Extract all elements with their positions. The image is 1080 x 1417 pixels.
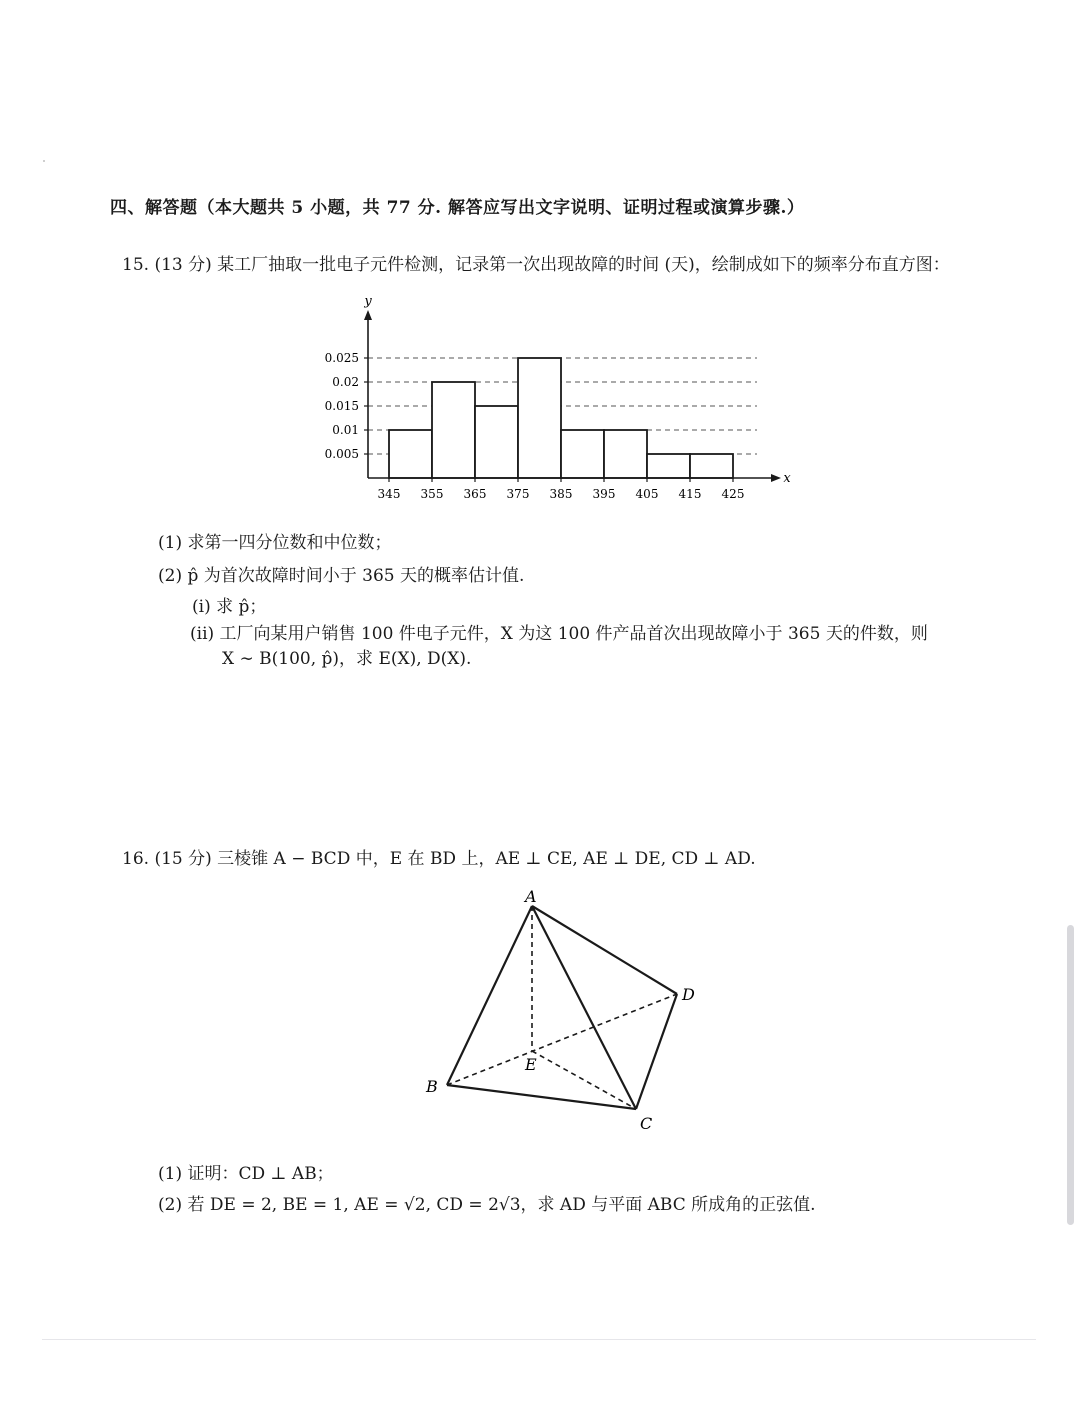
x-tick-label: 355 [420, 487, 444, 501]
y-axis-arrow [364, 310, 372, 320]
edge-ab [447, 906, 532, 1085]
histogram-bar [604, 430, 647, 478]
q15-stem: 15. (13 分) 某工厂抽取一批电子元件检测，记录第一次出现故障的时间 (天)，绘制成如下的频率分布直方图： [122, 255, 950, 275]
x-axis-arrow [771, 474, 781, 482]
y-tick-label: 0.005 [324, 447, 359, 461]
frequency-histogram [300, 282, 820, 514]
q15-part2-ii-line2: X ∼ B(100, p̂)，求 E(X), D(X). [222, 649, 472, 669]
histogram-bar [432, 382, 475, 478]
y-tick-label: 0.025 [324, 351, 359, 365]
histogram-bar [389, 430, 432, 478]
page-divider [42, 1339, 1036, 1340]
x-tick-label: 395 [592, 487, 616, 501]
vertex-label-b: B [426, 1077, 438, 1096]
x-tick-label: 385 [549, 487, 573, 501]
histogram-bar [647, 454, 690, 478]
vertex-label-c: C [640, 1114, 653, 1133]
x-tick-label: 425 [721, 487, 745, 501]
y-tick-label: 0.015 [324, 399, 359, 413]
histogram-bar [475, 406, 518, 478]
y-tick-label: 0.01 [332, 423, 359, 437]
q16-stem: 16. (15 分) 三棱锥 A − BCD 中，E 在 BD 上，AE ⊥ CE, AE ⊥ DE, CD ⊥ AD. [122, 849, 756, 869]
tetrahedron-diagram [410, 880, 710, 1140]
histogram-bar [561, 430, 604, 478]
scrollbar-thumb[interactable] [1067, 925, 1074, 1225]
vertex-label-a: A [525, 887, 537, 906]
histogram-bar [518, 358, 561, 478]
y-tick-label: 0.02 [332, 375, 359, 389]
q16-part1: (1) 证明：CD ⊥ AB； [158, 1164, 334, 1184]
x-axis-label: x [783, 471, 791, 486]
q16-part2: (2) 若 DE = 2, BE = 1, AE = √2, CD = 2√3，求 AD 与平面 ABC 所成角的正弦值. [158, 1195, 816, 1215]
x-tick-label: 415 [678, 487, 702, 501]
edge-bc [447, 1085, 636, 1109]
point-label-e: E [525, 1055, 537, 1074]
x-tick-label: 375 [506, 487, 530, 501]
histogram-bar [690, 454, 733, 478]
edge-bd-hidden [447, 994, 677, 1085]
vertex-label-d: D [682, 985, 695, 1004]
x-tick-label: 365 [463, 487, 487, 501]
histogram-y-ticks [325, 351, 368, 461]
q15-part2: (2) p̂ 为首次故障时间小于 365 天的概率估计值. [158, 566, 525, 586]
section-header: 四、解答题（本大题共 5 小题，共 77 分. 解答应写出文字说明、证明过程或演算步骤.） [110, 198, 805, 218]
x-tick-label: 405 [635, 487, 659, 501]
q15-part2-i: (i) 求 p̂； [192, 597, 267, 617]
x-tick-label: 345 [377, 487, 401, 501]
q15-part2-ii-line1: (ii) 工厂向某用户销售 100 件电子元件，X 为这 100 件产品首次出现故障小于 365 天的件数，则 [190, 624, 928, 644]
q15-part1: (1) 求第一四分位数和中位数； [158, 533, 392, 553]
histogram-bars [389, 358, 733, 478]
histogram-x-ticks [378, 478, 745, 501]
edge-cd [636, 994, 677, 1109]
scan-speck [43, 160, 45, 162]
y-axis-label: y [364, 294, 372, 309]
